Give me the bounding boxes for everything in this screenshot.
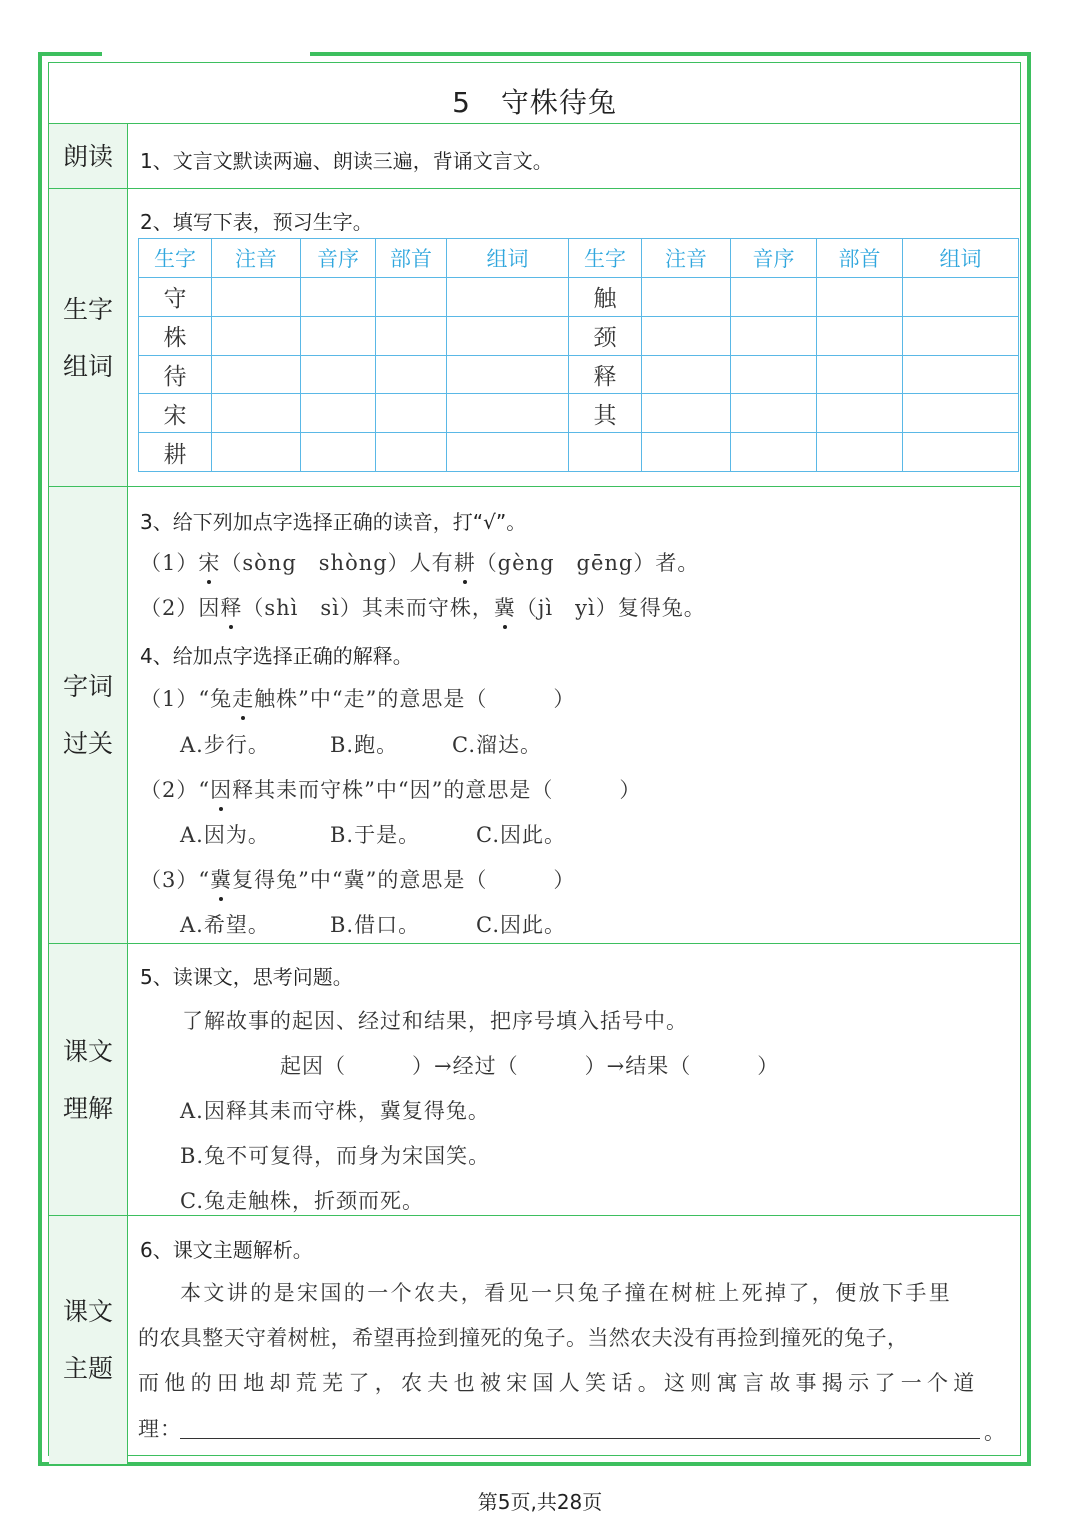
theme-label-line2: 主题 xyxy=(62,1354,113,1383)
table-header-row xyxy=(139,239,1019,278)
blank-cell[interactable] xyxy=(447,355,569,394)
reading-row xyxy=(49,124,1020,189)
header-cell: 部首 xyxy=(376,239,447,278)
understanding-content xyxy=(128,944,1020,1215)
blank-cell[interactable] xyxy=(212,355,301,394)
q4-3-text: 复得兔”中“冀”的意思是（ ） xyxy=(232,868,576,892)
char-cell: 其 xyxy=(569,394,642,433)
table-row xyxy=(139,355,1019,394)
theme-label xyxy=(49,1216,128,1464)
header-cell: 音序 xyxy=(301,239,376,278)
blank-cell[interactable] xyxy=(642,433,731,472)
question-4-1 xyxy=(140,683,575,713)
option-b: B.跑。 xyxy=(330,733,399,757)
characters-row xyxy=(49,189,1020,487)
blank-cell[interactable] xyxy=(212,278,301,317)
theme-paragraph-line: 本文讲的是宋国的一个农夫，看见一只兔子撞在树桩上死掉了，便放下手里 xyxy=(180,1281,953,1305)
blank-cell[interactable] xyxy=(642,355,731,394)
blank-cell[interactable] xyxy=(817,316,903,355)
theme-content xyxy=(128,1216,1020,1464)
blank-cell[interactable] xyxy=(642,394,731,433)
blank-cell[interactable] xyxy=(731,433,817,472)
option-a: A.因为。 xyxy=(180,823,270,847)
characters-label xyxy=(49,189,128,486)
blank-cell[interactable] xyxy=(301,394,376,433)
char-cell: 耕 xyxy=(139,433,212,472)
frame-top-gap xyxy=(102,48,310,62)
option-b: B.于是。 xyxy=(330,823,421,847)
question-4-3 xyxy=(140,864,575,894)
reading-content xyxy=(128,124,1020,188)
option-c: C.溜达。 xyxy=(452,733,542,757)
question-2: 2、填写下表，预习生字。 xyxy=(140,210,373,234)
blank-cell[interactable] xyxy=(212,394,301,433)
words-label-line1: 字词 xyxy=(62,672,113,701)
understanding-row xyxy=(49,944,1020,1216)
characters-label-line1: 生字 xyxy=(62,294,113,324)
option-b: B.借口。 xyxy=(330,913,421,937)
blank-cell[interactable] xyxy=(817,278,903,317)
header-cell: 部首 xyxy=(817,239,903,278)
option-a: A.希望。 xyxy=(180,913,270,937)
page-footer: 第5页,共28页 xyxy=(477,1490,603,1514)
blank-cell[interactable] xyxy=(447,316,569,355)
q4-1-prefix: （1）“兔 xyxy=(140,687,233,711)
question-5: 5、读课文，思考问题。 xyxy=(140,965,353,989)
blank-cell[interactable] xyxy=(903,316,1019,355)
blank-cell[interactable] xyxy=(301,316,376,355)
blank-cell[interactable] xyxy=(817,355,903,394)
theme-paragraph-line: 而他的田地却荒芜了，农夫也被宋国人笑话。这则寓言故事揭示了一个道 xyxy=(138,1371,980,1395)
sequence-blanks: 起因（ ）→经过（ ）→结果（ ） xyxy=(280,1054,780,1078)
blank-cell[interactable] xyxy=(212,433,301,472)
theme-label-line1: 课文 xyxy=(62,1297,113,1326)
words-content xyxy=(128,487,1020,943)
blank-cell[interactable] xyxy=(301,433,376,472)
blank-cell[interactable] xyxy=(212,316,301,355)
q3-1-options-b: （gèng gēng）者。 xyxy=(475,551,700,575)
header-cell: 音序 xyxy=(731,239,817,278)
blank-cell[interactable] xyxy=(731,316,817,355)
header-cell: 生字 xyxy=(139,239,212,278)
header-cell: 组词 xyxy=(903,239,1019,278)
blank-cell[interactable] xyxy=(903,394,1019,433)
char-cell: 宋 xyxy=(139,394,212,433)
dotted-char: 走 xyxy=(232,683,254,713)
blank-cell[interactable] xyxy=(447,278,569,317)
char-cell: 待 xyxy=(139,355,212,394)
option-c: C.兔走触株，折颈而死。 xyxy=(180,1189,424,1213)
char-cell: 守 xyxy=(139,278,212,317)
answer-blank-line[interactable] xyxy=(180,1438,980,1439)
worksheet-frame xyxy=(38,52,1031,1466)
q3-2-options-a: （shì sì）其耒而守株， xyxy=(242,596,494,620)
blank-cell[interactable] xyxy=(817,433,903,472)
understanding-label xyxy=(49,944,128,1215)
blank-cell[interactable] xyxy=(376,355,447,394)
title-row xyxy=(49,63,1020,124)
understanding-label-line1: 课文 xyxy=(62,1036,113,1066)
q3-1-prefix: （1） xyxy=(140,551,199,575)
question-4-2 xyxy=(140,774,641,804)
table-row xyxy=(139,278,1019,317)
dotted-char: 冀 xyxy=(494,592,516,622)
blank-cell[interactable] xyxy=(301,278,376,317)
blank-cell[interactable] xyxy=(376,433,447,472)
question-3: 3、给下列加点字选择正确的读音，打“√”。 xyxy=(140,510,527,534)
words-label xyxy=(49,487,128,943)
option-a: A.步行。 xyxy=(180,733,270,757)
table-row xyxy=(139,433,1019,472)
blank-cell[interactable] xyxy=(376,394,447,433)
char-cell xyxy=(569,433,642,472)
lesson-title: 守株待兔 xyxy=(500,86,617,119)
q3-1-options-a: （sòng shòng）人有 xyxy=(220,551,454,575)
blank-cell[interactable] xyxy=(903,355,1019,394)
blank-cell[interactable] xyxy=(376,316,447,355)
header-cell: 生字 xyxy=(569,239,642,278)
reading-label-text: 朗读 xyxy=(62,141,113,171)
blank-cell[interactable] xyxy=(447,433,569,472)
question-4: 4、给加点字选择正确的解释。 xyxy=(140,644,413,668)
char-cell: 株 xyxy=(139,316,212,355)
words-row xyxy=(49,487,1020,944)
option-b: B.兔不可复得，而身为宋国笑。 xyxy=(180,1144,491,1168)
blank-cell[interactable] xyxy=(447,394,569,433)
char-cell: 释 xyxy=(569,355,642,394)
blank-cell[interactable] xyxy=(817,394,903,433)
blank-cell[interactable] xyxy=(642,316,731,355)
blank-cell[interactable] xyxy=(642,278,731,317)
q4-2-text: 释其耒而守株”中“因”的意思是（ ） xyxy=(232,778,642,802)
theme-paragraph-line: 的农具整天守着树桩，希望再捡到撞死的兔子。当然农夫没有再捡到撞死的兔子， xyxy=(138,1326,909,1350)
q4-3-prefix: （3）“ xyxy=(140,868,211,892)
question-3-1 xyxy=(140,547,699,577)
characters-label-line2: 组词 xyxy=(62,351,113,381)
words-label-line2: 过关 xyxy=(62,729,113,758)
theme-row xyxy=(49,1216,1020,1464)
table-row xyxy=(139,394,1019,433)
reading-label xyxy=(49,124,128,188)
dotted-char: 因 xyxy=(210,774,232,804)
characters-content xyxy=(128,189,1020,486)
worksheet-inner xyxy=(48,62,1021,1456)
blank-cell[interactable] xyxy=(903,433,1019,472)
question-6: 6、课文主题解析。 xyxy=(140,1238,313,1262)
q4-1-text: 触株”中“走”的意思是（ ） xyxy=(254,687,576,711)
option-c: C.因此。 xyxy=(476,913,566,937)
question-3-2 xyxy=(140,592,706,622)
char-cell: 触 xyxy=(569,278,642,317)
blank-cell[interactable] xyxy=(731,355,817,394)
dotted-char: 释 xyxy=(220,592,242,622)
question-1: 1、文言文默读两遍、朗读三遍，背诵文言文。 xyxy=(140,149,553,173)
blank-cell[interactable] xyxy=(376,278,447,317)
character-table xyxy=(138,238,1019,472)
q4-2-prefix: （2）“ xyxy=(140,778,211,802)
dotted-char: 宋 xyxy=(198,547,220,577)
blank-cell[interactable] xyxy=(301,355,376,394)
option-a: A.因释其耒而守株，冀复得兔。 xyxy=(180,1099,490,1123)
lesson-number: 5 xyxy=(452,86,471,119)
theme-end-mark: 。 xyxy=(984,1420,1006,1444)
dotted-char: 耕 xyxy=(454,547,476,577)
theme-paragraph-line: 理： xyxy=(138,1417,182,1441)
dotted-char: 冀 xyxy=(210,864,232,894)
header-cell: 组词 xyxy=(447,239,569,278)
instruction-text: 了解故事的起因、经过和结果，把序号填入括号中。 xyxy=(182,1009,688,1033)
option-c: C.因此。 xyxy=(476,823,566,847)
char-cell: 颈 xyxy=(569,316,642,355)
understanding-label-line2: 理解 xyxy=(62,1093,113,1123)
q3-2-prefix: （2）因 xyxy=(140,596,221,620)
blank-cell[interactable] xyxy=(731,278,817,317)
blank-cell[interactable] xyxy=(903,278,1019,317)
q3-2-options-b: （jì yì）复得兔。 xyxy=(515,596,706,620)
blank-cell[interactable] xyxy=(731,394,817,433)
table-row xyxy=(139,316,1019,355)
header-cell: 注音 xyxy=(642,239,731,278)
page-title xyxy=(49,81,1020,121)
header-cell: 注音 xyxy=(212,239,301,278)
